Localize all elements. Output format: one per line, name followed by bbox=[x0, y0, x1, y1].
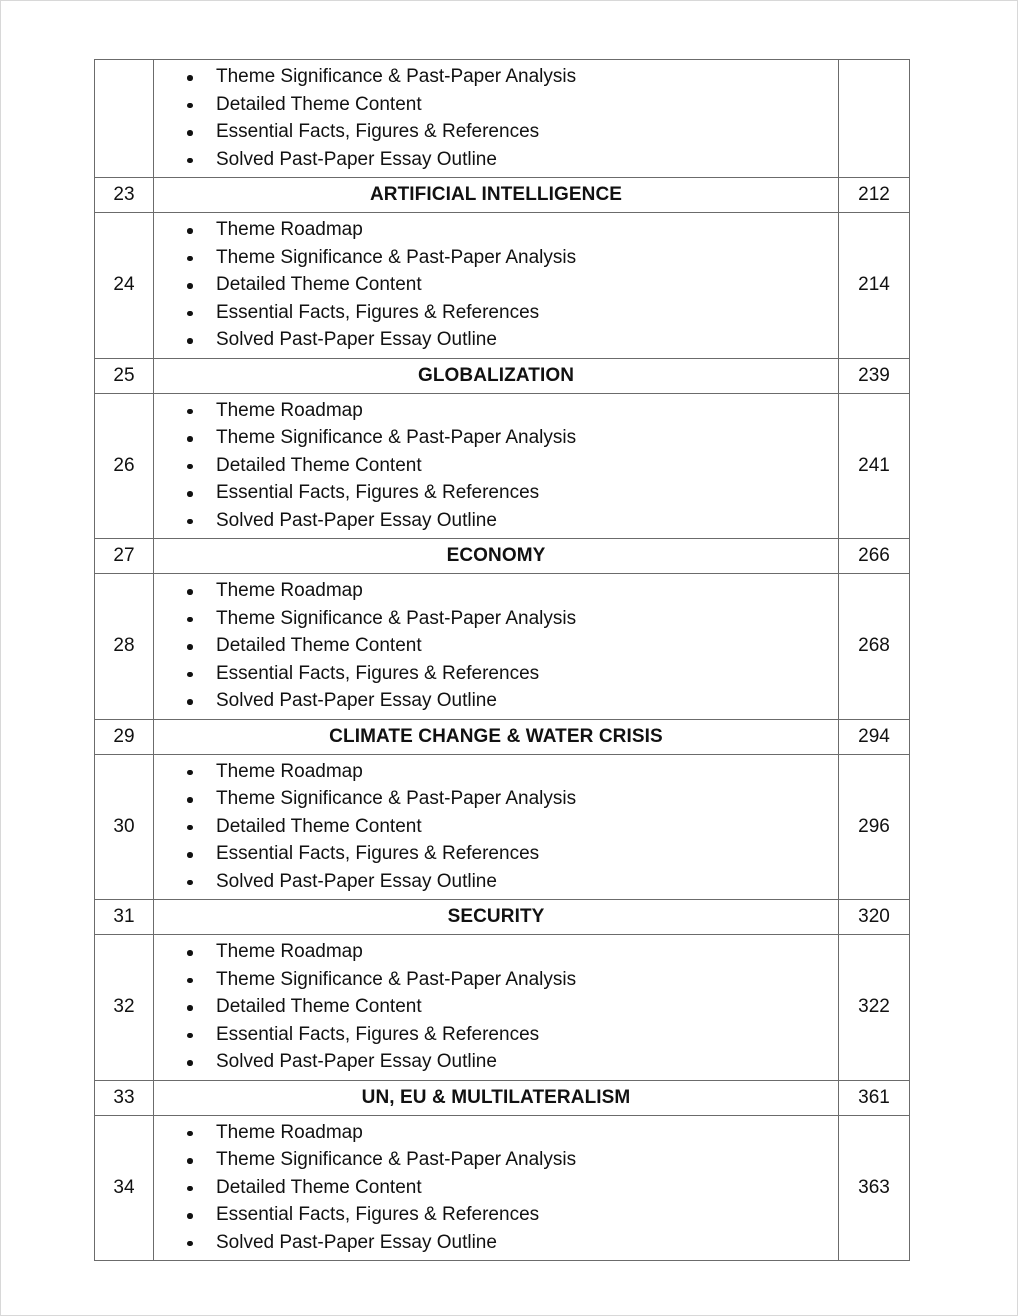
table-row bbox=[95, 393, 910, 539]
row-number: 31 bbox=[95, 900, 154, 935]
list-item[interactable]: Solved Past-Paper Essay Outline bbox=[184, 687, 838, 715]
table-row bbox=[95, 358, 910, 393]
list-item[interactable]: Solved Past-Paper Essay Outline bbox=[184, 507, 838, 535]
page-number: 322 bbox=[839, 935, 910, 1081]
list-item[interactable]: Solved Past-Paper Essay Outline bbox=[184, 146, 838, 174]
list-item[interactable]: Detailed Theme Content bbox=[184, 91, 838, 119]
row-number: 25 bbox=[95, 358, 154, 393]
list-item[interactable]: Theme Roadmap bbox=[184, 397, 838, 425]
list-item[interactable]: Solved Past-Paper Essay Outline bbox=[184, 1229, 838, 1257]
table-row bbox=[95, 900, 910, 935]
list-item[interactable]: Detailed Theme Content bbox=[184, 1174, 838, 1202]
page-number: 239 bbox=[839, 358, 910, 393]
list-item[interactable]: Solved Past-Paper Essay Outline bbox=[184, 868, 838, 896]
subtopic-list bbox=[154, 213, 838, 358]
page-number: 241 bbox=[839, 393, 910, 539]
list-item[interactable]: Essential Facts, Figures & References bbox=[184, 1021, 838, 1049]
page-number: 361 bbox=[839, 1080, 910, 1115]
row-number: 23 bbox=[95, 178, 154, 213]
row-content bbox=[154, 393, 839, 539]
list-item[interactable]: Detailed Theme Content bbox=[184, 271, 838, 299]
row-number: 33 bbox=[95, 1080, 154, 1115]
table-row bbox=[95, 60, 910, 178]
table-row bbox=[95, 935, 910, 1081]
list-item[interactable]: Theme Significance & Past-Paper Analysis bbox=[184, 424, 838, 452]
section-title[interactable]: ARTIFICIAL INTELLIGENCE bbox=[154, 178, 839, 213]
row-number: 30 bbox=[95, 754, 154, 900]
list-item[interactable]: Theme Roadmap bbox=[184, 216, 838, 244]
list-item[interactable]: Essential Facts, Figures & References bbox=[184, 299, 838, 327]
list-item[interactable]: Detailed Theme Content bbox=[184, 632, 838, 660]
section-title[interactable]: ECONOMY bbox=[154, 539, 839, 574]
subtopic-list bbox=[154, 935, 838, 1080]
list-item[interactable]: Theme Significance & Past-Paper Analysis bbox=[184, 244, 838, 272]
list-item[interactable]: Theme Roadmap bbox=[184, 938, 838, 966]
list-item[interactable]: Theme Roadmap bbox=[184, 1119, 838, 1147]
section-title[interactable]: CLIMATE CHANGE & WATER CRISIS bbox=[154, 719, 839, 754]
table-row bbox=[95, 1080, 910, 1115]
page-number: 214 bbox=[839, 213, 910, 359]
list-item[interactable]: Essential Facts, Figures & References bbox=[184, 840, 838, 868]
table-row bbox=[95, 574, 910, 720]
row-number bbox=[95, 60, 154, 178]
list-item[interactable]: Essential Facts, Figures & References bbox=[184, 1201, 838, 1229]
list-item[interactable]: Theme Roadmap bbox=[184, 758, 838, 786]
list-item[interactable]: Essential Facts, Figures & References bbox=[184, 660, 838, 688]
row-content bbox=[154, 754, 839, 900]
page-number: 212 bbox=[839, 178, 910, 213]
page-number: 320 bbox=[839, 900, 910, 935]
section-title[interactable]: GLOBALIZATION bbox=[154, 358, 839, 393]
row-content bbox=[154, 213, 839, 359]
page-number bbox=[839, 60, 910, 178]
page-number: 363 bbox=[839, 1115, 910, 1261]
list-item[interactable]: Essential Facts, Figures & References bbox=[184, 118, 838, 146]
table-row bbox=[95, 539, 910, 574]
page-number: 294 bbox=[839, 719, 910, 754]
section-title[interactable]: UN, EU & MULTILATERALISM bbox=[154, 1080, 839, 1115]
list-item[interactable]: Theme Significance & Past-Paper Analysis bbox=[184, 966, 838, 994]
table-row bbox=[95, 213, 910, 359]
page-number: 268 bbox=[839, 574, 910, 720]
row-content bbox=[154, 935, 839, 1081]
subtopic-list bbox=[154, 394, 838, 539]
row-content bbox=[154, 1115, 839, 1261]
row-number: 28 bbox=[95, 574, 154, 720]
row-content bbox=[154, 60, 839, 178]
toc-body bbox=[95, 60, 910, 1261]
page-number: 266 bbox=[839, 539, 910, 574]
list-item[interactable]: Detailed Theme Content bbox=[184, 452, 838, 480]
subtopic-list bbox=[154, 574, 838, 719]
section-title[interactable]: SECURITY bbox=[154, 900, 839, 935]
list-item[interactable]: Detailed Theme Content bbox=[184, 993, 838, 1021]
list-item[interactable]: Theme Significance & Past-Paper Analysis bbox=[184, 785, 838, 813]
row-number: 29 bbox=[95, 719, 154, 754]
list-item[interactable]: Solved Past-Paper Essay Outline bbox=[184, 1048, 838, 1076]
row-number: 27 bbox=[95, 539, 154, 574]
page-number: 296 bbox=[839, 754, 910, 900]
subtopic-list bbox=[154, 60, 838, 177]
list-item[interactable]: Detailed Theme Content bbox=[184, 813, 838, 841]
subtopic-list bbox=[154, 1116, 838, 1261]
list-item[interactable]: Solved Past-Paper Essay Outline bbox=[184, 326, 838, 354]
row-number: 34 bbox=[95, 1115, 154, 1261]
row-content bbox=[154, 574, 839, 720]
list-item[interactable]: Theme Significance & Past-Paper Analysis bbox=[184, 63, 838, 91]
row-number: 26 bbox=[95, 393, 154, 539]
table-row bbox=[95, 719, 910, 754]
list-item[interactable]: Essential Facts, Figures & References bbox=[184, 479, 838, 507]
table-row bbox=[95, 178, 910, 213]
table-of-contents bbox=[94, 59, 910, 1261]
subtopic-list bbox=[154, 755, 838, 900]
list-item[interactable]: Theme Significance & Past-Paper Analysis bbox=[184, 1146, 838, 1174]
table-row bbox=[95, 754, 910, 900]
row-number: 32 bbox=[95, 935, 154, 1081]
list-item[interactable]: Theme Significance & Past-Paper Analysis bbox=[184, 605, 838, 633]
row-number: 24 bbox=[95, 213, 154, 359]
list-item[interactable]: Theme Roadmap bbox=[184, 577, 838, 605]
table-row bbox=[95, 1115, 910, 1261]
